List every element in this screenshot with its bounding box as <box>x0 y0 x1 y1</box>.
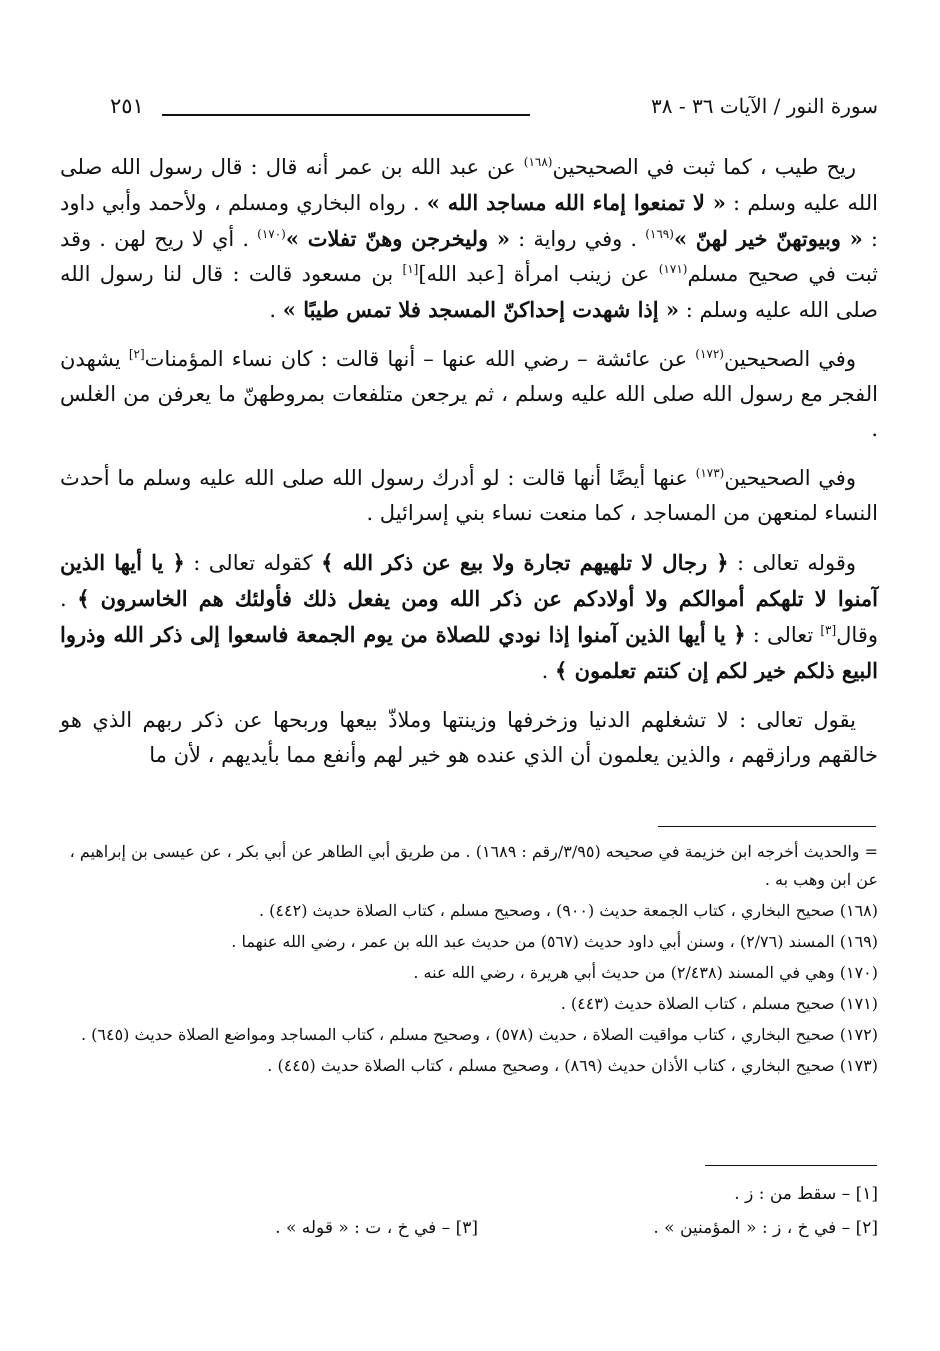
reference-marker: [٣] <box>820 623 837 637</box>
text-segment: كقوله تعالى : <box>184 551 322 575</box>
text-segment: عنها أيضًا أنها قالت : لو أدرك رسول الله صلى الله عليه وسلم ما أحدث النساء لمنعهن من المساجد ، كما منعت نساء بني إسرائيل . <box>60 466 878 525</box>
text-segment: وفي الصحيحين <box>724 466 856 490</box>
main-text <box>60 150 878 787</box>
quoted-text: ﴿ يا أيها الذين آمنوا إذا نودي للصلاة من يوم الجمعة فاسعوا إلى ذكر الله وذروا البيع ذلكم خير لكم إن كنتم تعلمون ﴾ <box>60 622 878 683</box>
quoted-text: « وليخرجن وهنّ تفلات » <box>285 226 511 251</box>
reference-marker: (١٧٣) <box>695 466 725 480</box>
text-segment: عن عبد الله بن عمر أنه قال : قال رسول الله صلى الله عليه وسلم : <box>60 155 878 215</box>
text-segment: عن عائشة – رضي الله عنها – أنها قالت : كان نساء المؤمنات <box>144 347 696 371</box>
text-segment: . <box>541 659 555 683</box>
text-segment: . أي لا ريح لهن . وقد ثبت في صحيح مسلم <box>60 227 879 286</box>
reference-marker: (١٧٠) <box>257 227 286 241</box>
footnote: (١٧٠) وهي في المسند (٢/٤٣٨) من حديث أبي هريرة ، رضي الله عنه . <box>413 963 878 982</box>
note-row <box>58 1218 878 1252</box>
quoted-text: ﴿ رجال لا تلهيهم تجارة ولا بيع عن ذكر الله ﴾ <box>321 550 729 575</box>
quoted-text: « وبيوتهنّ خير لهنّ » <box>673 226 863 251</box>
text-segment: . <box>269 298 283 322</box>
text-segment: بن مسعود قالت : قال لنا رسول الله صلى الله عليه وسلم : <box>60 262 878 322</box>
text-segment: وقوله تعالى : <box>728 551 857 575</box>
reference-marker: [٢] <box>128 347 145 361</box>
quoted-text: ﴿ يا أيها الذين آمنوا لا تلهكم أموالكم ولا أولادكم عن ذكر الله ومن يفعل ذلك فأولئك هم الخاسرون ﴾ <box>60 550 878 611</box>
footnote: (١٧٣) صحيح البخاري ، كتاب الأذان حديث (٨٦٩) ، وصحيح مسلم ، كتاب الصلاة حديث (٤٤٥) . <box>267 1056 878 1075</box>
quoted-text: « إذا شهدت إحداكنّ المسجد فلا تمس طيبًا » <box>282 297 680 322</box>
editorial-note-3: [٣] – في خ ، ت : « قوله » . <box>275 1218 478 1238</box>
reference-marker: (١٧٢) <box>695 347 724 361</box>
reference-marker: (١٧١) <box>658 262 688 276</box>
running-title: سورة النور / الآيات ٣٦ - ٣٨ <box>651 94 878 118</box>
page-header <box>110 94 878 130</box>
paragraph <box>60 150 878 328</box>
paragraph <box>60 461 878 531</box>
text-segment: . وقال <box>60 587 878 647</box>
footnotes <box>58 838 878 1083</box>
paragraph <box>60 703 878 773</box>
footnote: (١٧٢) صحيح البخاري ، كتاب مواقيت الصلاة ، حديث (٥٧٨) ، وصحيح مسلم ، كتاب المساجد ومواضع الصلاة حديث (٦٤٥) . <box>80 1025 878 1044</box>
footnote: (١٦٨) صحيح البخاري ، كتاب الجمعة حديث (٩٠٠) ، وصحيح مسلم ، كتاب الصلاة حديث (٤٤٢) . <box>258 901 878 920</box>
quoted-text: « لا تمنعوا إماء الله مساجد الله » <box>426 190 726 215</box>
paragraph <box>60 342 878 447</box>
text-segment: وفي الصحيحين <box>723 347 856 371</box>
page-number: ٢٥١ <box>110 94 144 118</box>
note-row <box>58 1184 878 1218</box>
header-rule <box>162 114 530 116</box>
reference-marker: (١٦٩) <box>645 227 674 241</box>
editorial-note-2: [٢] – في خ ، ز : « المؤمنين » . <box>653 1218 878 1238</box>
text-segment: يشهدن الفجر مع رسول الله صلى الله عليه وسلم ، ثم يرجعن متلفعات بمروطهنّ ما يعرفن من الغلس . <box>60 347 878 441</box>
text-segment: . رواه البخاري ومسلم ، ولأحمد وأبي داود : <box>60 191 878 251</box>
notes-divider <box>705 1165 877 1166</box>
footnote: (١٦٩) المسند (٢/٧٦) ، وسنن أبي داود حديث (٥٦٧) من حديث عبد الله بن عمر ، رضي الله عنهما . <box>231 932 878 951</box>
reference-marker: (١٦٨) <box>523 155 553 169</box>
text-segment: يقول تعالى : لا تشغلهم الدنيا وزخرفها وزينتها وملاذّ بيعها وربحها عن ذكر ربهم الذي هو خالقهم ورازقهم ، والذين يعلمون أن الذي عنده هو خير لهم وأنفع مما بأيديهم ، لأن ما <box>60 708 878 767</box>
text-segment: تعالى : <box>745 623 821 647</box>
text-segment: . وفي رواية : <box>510 227 646 251</box>
reference-marker: [١] <box>402 262 419 276</box>
text-segment: عن زينب امرأة [عبد الله] <box>418 262 659 286</box>
footnote: = والحديث أخرجه ابن خزيمة في صحيحه (٣/٩٥/رقم : ١٦٨٩) . من طريق أبي الطاهر عن أبي بكر ، عن عيسى بن إبراهيم ، عن ابن وهب به . <box>69 842 878 889</box>
footnote: (١٧١) صحيح مسلم ، كتاب الصلاة حديث (٤٤٣) . <box>560 994 878 1013</box>
footnote-divider <box>658 826 876 827</box>
paragraph <box>60 545 878 689</box>
text-segment: ريح طيب ، كما ثبت في الصحيحين <box>552 155 856 179</box>
editorial-notes <box>58 1184 878 1252</box>
editorial-note-1: [١] – سقط من : ز . <box>734 1184 878 1204</box>
